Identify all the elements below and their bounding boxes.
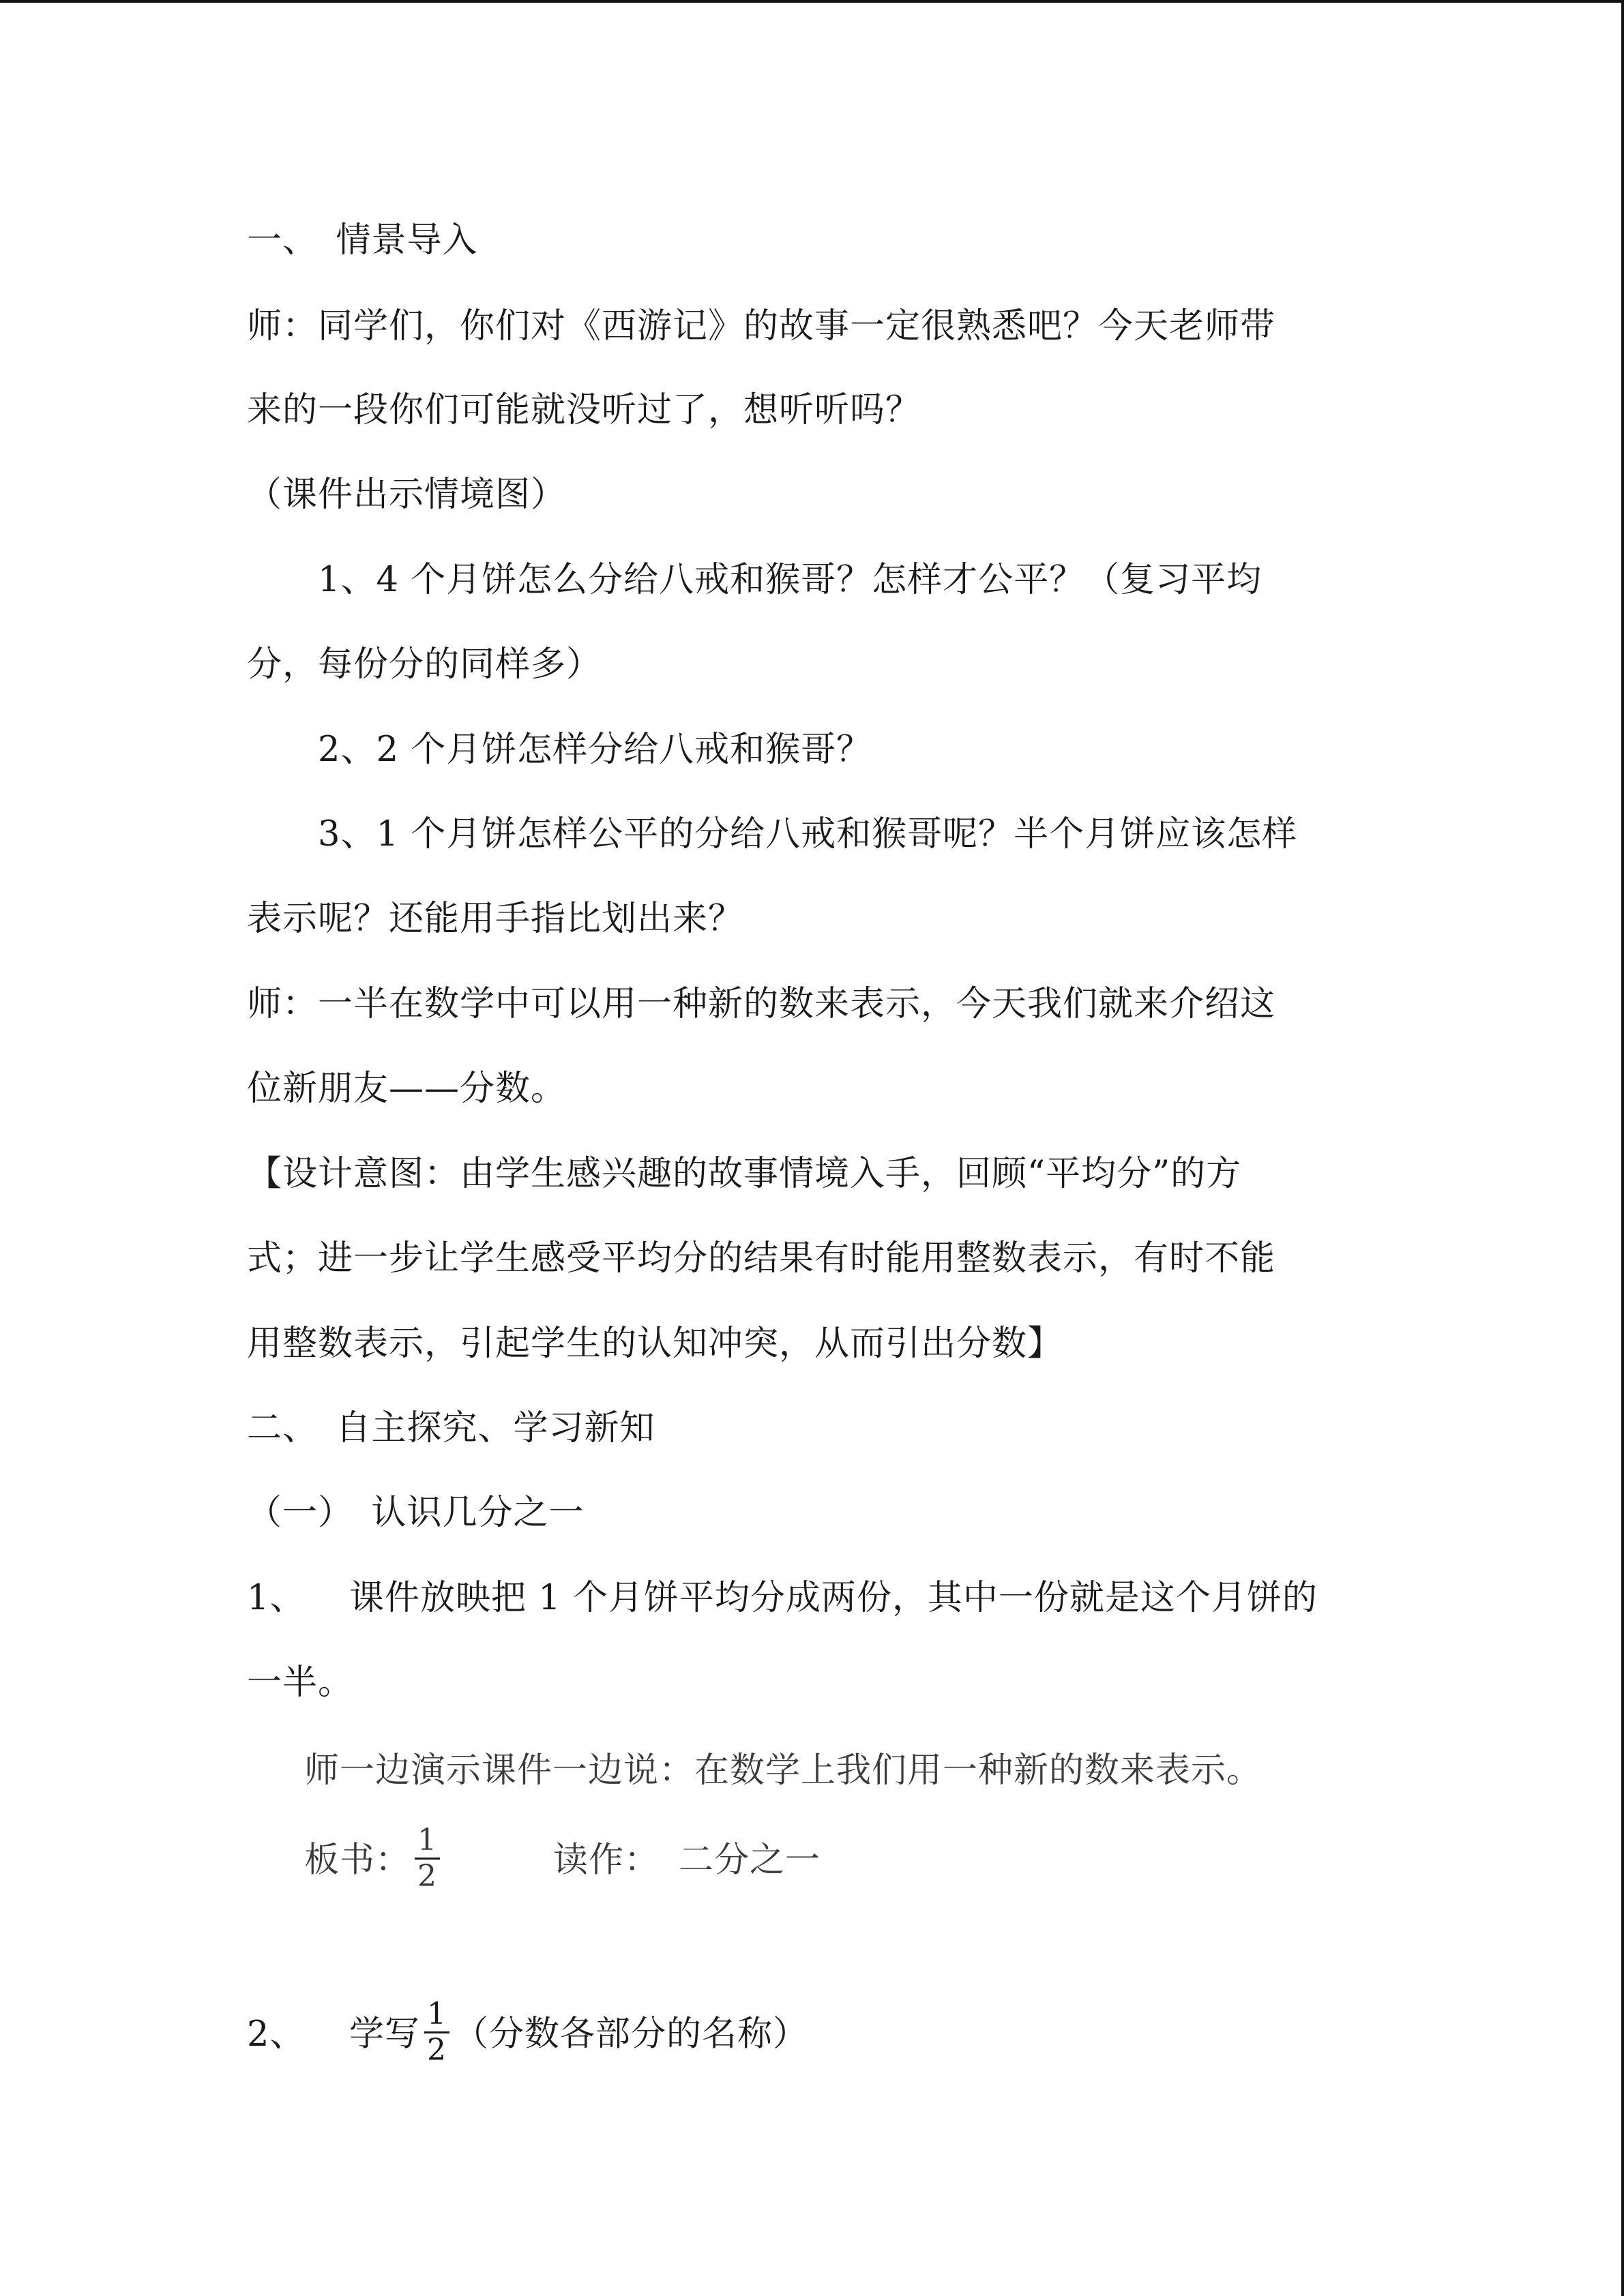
question-item: 3、1 个月饼怎样公平的分给八戒和猴哥呢？半个月饼应该怎样: [318, 814, 1298, 854]
paragraph-line: 分，每份分的同样多）: [247, 644, 602, 685]
question-item: 2、2 个月饼怎样分给八戒和猴哥？: [318, 730, 872, 770]
paragraph-line: 师：一半在数学中可以用一种新的数来表示，今天我们就来介绍这: [247, 984, 1276, 1024]
paragraph-line: （课件出示情境图）: [247, 475, 567, 515]
fraction: [415, 1823, 440, 1894]
list-number: 2、: [247, 2014, 306, 2055]
design-intent-line: 【设计意图：由学生感兴趣的故事情境入手，回顾“平均分”的方: [247, 1154, 1242, 1194]
fraction-denominator: 2: [417, 1859, 438, 1894]
read-value: 二分之一: [679, 1840, 821, 1881]
list-item-1: [247, 1575, 1318, 1622]
list-suffix: （分数各部分的名称）: [454, 2014, 809, 2055]
list-prefix: 学写: [349, 2014, 421, 2055]
design-intent-line: 用整数表示，引起学生的认知冲突，从而引出分数】: [247, 1324, 1063, 1364]
fraction-numerator: 1: [415, 1823, 440, 1860]
list-item-2: [247, 1997, 809, 2072]
paragraph-line: 表示呢？还能用手指比划出来？: [247, 899, 744, 939]
list-number: 1、: [247, 1578, 306, 1618]
paragraph-line: 来的一段你们可能就没听过了，想听听吗？: [247, 390, 921, 430]
board-label: 板书：: [304, 1840, 411, 1881]
paragraph-line: 位新朋友——分数。: [247, 1069, 567, 1109]
paragraph-line: 一半。: [247, 1663, 354, 1703]
read-label: 读作：: [553, 1840, 660, 1881]
list-text: 课件放映把 1 个月饼平均分成两份，其中一份就是这个月饼的: [349, 1578, 1318, 1618]
page-border-top: [0, 0, 1624, 3]
board-writing-line: [304, 1823, 821, 1898]
section-heading-2: 二、 自主探究、学习新知: [247, 1408, 655, 1448]
paragraph-line: 师：同学们，你们对《西游记》的故事一定很熟悉吧？今天老师带: [247, 306, 1276, 346]
fraction-numerator: 1: [424, 1997, 449, 2033]
section-heading-1: 一、 情景导入: [247, 220, 478, 260]
question-item: 1、4 个月饼怎么分给八戒和猴哥？怎样才公平？（复习平均: [318, 560, 1263, 600]
page-border-right: [1621, 0, 1624, 2296]
design-intent-line: 式；进一步让学生感受平均分的结果有时能用整数表示，有时不能: [247, 1238, 1276, 1279]
subsection-heading: （一） 认识几分之一: [247, 1493, 585, 1533]
fraction: [424, 1997, 449, 2068]
fraction-denominator: 2: [427, 2033, 447, 2068]
teacher-demo-line: 师一边演示课件一边说：在数学上我们用一种新的数来表示。: [304, 1750, 1263, 1791]
